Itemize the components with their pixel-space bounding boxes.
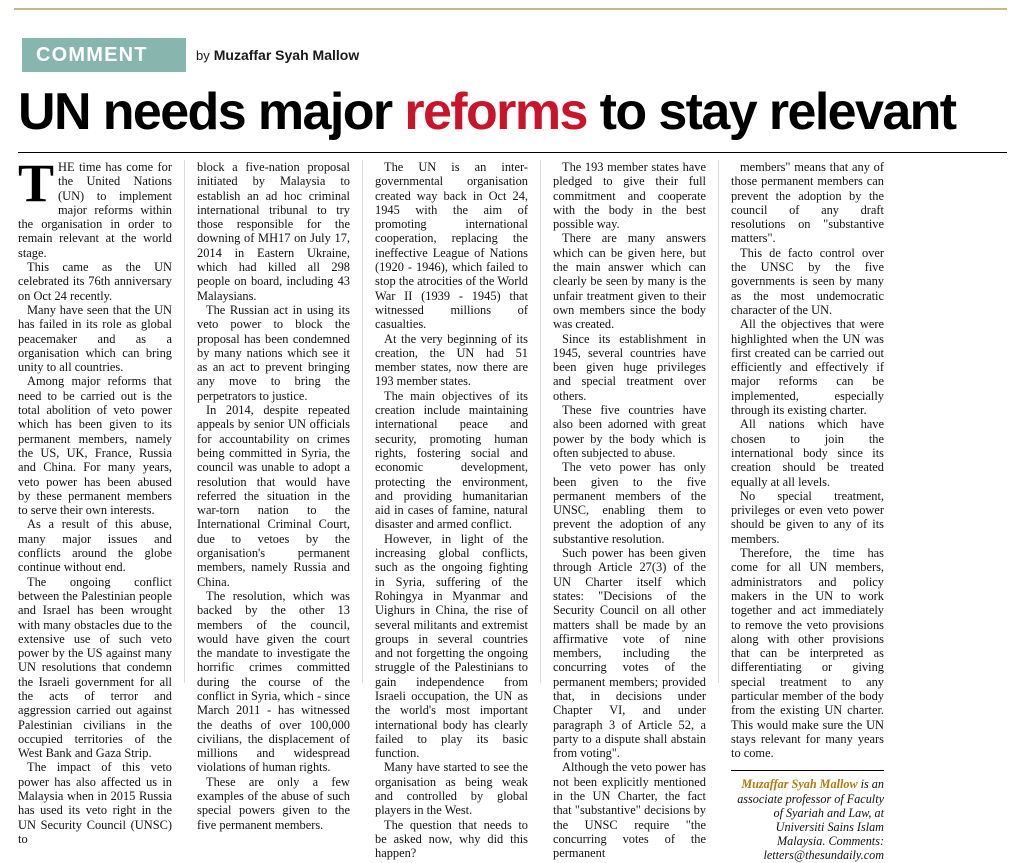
paragraph: The ongoing conflict between the Palestinian people and Israel has been wrought with many obstacles due to the extensive use of such veto power by the US against many UN resolutions that condemn the Israeli government for all the acts of terror and aggression carried out against Palestinian civilians in the occupied territories of the West Bank and Gaza Strip. (18, 574, 172, 761)
section-flag (22, 38, 186, 72)
bio-rule (731, 770, 884, 771)
paragraph: The 193 member states have pledged to give their full commitment and cooperate with the body in the best possible way. (553, 160, 706, 232)
paragraph: The main objectives of its creation include maintaining international peace and security, promoting human rights, fostering social and economic development, protecting the environment, and providing humanitarian aid in cases of famine, natural disaster and armed conflict. (375, 388, 528, 532)
byline-prefix: by (196, 47, 210, 63)
paragraph: Among major reforms that need to be carried out is the total abolition of veto power which has been given to its permanent members, namely the US, UK, France, Russia and China. For many years, veto power has been abused by these permanent members to serve their own interests. (18, 374, 172, 518)
paragraph: The Russian act in using its veto power to block the proposal has been condemned by many nations which see it as an act to prevent bringing any move to bring the perpetrators to justice. (197, 302, 350, 403)
article-column-1 (18, 153, 184, 846)
headline-accent: reforms (404, 83, 587, 141)
paragraph: At the very beginning of its creation, the UN had 51 member states, now there are 193 member states. (375, 331, 528, 389)
headline-part-1: UN needs major (18, 83, 405, 141)
byline (186, 38, 359, 72)
paragraph: In 2014, despite repeated appeals by senior UN officials for accountability on crimes being committed in Syria, the council was unable to adopt a resolution that would have referred the situation in the war-torn nation to the International Criminal Court, due to vetoes by the organisation's permanent members, namely Russia and China. (197, 403, 350, 589)
article-body (18, 153, 1007, 863)
paragraph: The veto power has only been given to the five permanent members of the UNSC, enabling them to prevent the adoption of any substantive resolution. (553, 460, 706, 546)
page-title (18, 84, 1007, 140)
paragraph: Such power has been given through Article 27(3) of the UN Charter itself which states: "Decisions of the Security Council on all other matters shall be made by an affirmative vote of nine members, including the concurring votes of the permanent members; provided that, in decisions under Chapter VI, and under paragraph 3 of Article 52, a party to a dispute shall abstain from voting". (553, 546, 706, 761)
headline-part-2: to stay relevant (586, 83, 956, 141)
article-column-5 (718, 160, 896, 863)
section-label: COMMENT (36, 43, 148, 66)
paragraph: These five countries have also been adorned with great power by the body which is often subjected to abuse. (553, 403, 706, 460)
paragraph: All nations which have chosen to join the international body since its creation should be treated equally at all levels. (731, 417, 884, 489)
paragraph: These are only a few examples of the abuse of such special powers given to the five permanent members. (197, 774, 350, 832)
paragraph: There are many answers which can be given here, but the main answer which can clearly be seen by many is the unfair treatment given to their own members since the body was created. (553, 231, 706, 332)
byline-author: Muzaffar Syah Mallow (213, 47, 360, 63)
paragraph: Therefore, the time has come for all UN members, administrators and policy makers in the UN to work together and act immediately to remove the veto provisions along with other provisions that can be interpreted as differentiating or giving special treatment to any particular member of the body from the existing UN charter. This would make sure the UN stays relevant for many years to come. (731, 546, 884, 761)
paragraph: All the objectives that were highlighted when the UN was first created can be carried out efficiently and effectively if major reforms can be implemented, especially through its existing charter. (731, 317, 884, 418)
paragraph (18, 153, 172, 260)
article-column-3 (362, 160, 540, 861)
top-rule (14, 8, 1007, 10)
paragraph: This de facto control over the UNSC by the five governments is seen by many as the most undemocratic character of the UN. (731, 245, 884, 317)
section-header (22, 38, 1007, 72)
paragraph: This came as the UN celebrated its 76th anniversary on Oct 24 recently. (18, 260, 172, 303)
paragraph: The question that needs to be asked now, why did this happen? (375, 817, 528, 861)
paragraph: No special treatment, privileges or even veto power should be given to any of its members. (731, 488, 884, 546)
bio-text: is an associate professor of Faculty of Syariah and Law, at Universiti Sains Islam Malaysia. Comments: letters@thesundaily.com (737, 777, 884, 863)
paragraph: block a five-nation proposal initiated by Malaysia to establish an ad hoc criminal international tribunal to try those responsible for the downing of MH17 on July 17, 2014 in Eastern Ukraine, which had killed all 298 people on board, including 43 Malaysians. (197, 160, 350, 303)
paragraph: Although the veto power has not been explicitly mentioned in the UN Charter, the fact that "substantive" decisions by the UNSC require "the concurring votes of the permanent (553, 760, 706, 861)
paragraph: The impact of this veto power has also affected us in Malaysia when in 2015 Russia has used its veto right in the UN Security Council (UNSC) to (18, 760, 172, 846)
paragraph: The UN is an inter-governmental organisation created way back in Oct 24, 1945 with the aim of promoting international cooperation, replacing the ineffective League of Nations (1920 - 1946), which failed to stop the atrocities of the World War II (1939 - 1945) that witnessed millions of casualties. (375, 160, 528, 332)
article-column-2 (184, 160, 362, 832)
drop-cap: T (18, 153, 55, 213)
paragraph: members" means that any of those permanent members can prevent the adoption by the council of any draft resolutions on "substantive matters". (731, 160, 884, 246)
paragraph: As a result of this abuse, many major issues and conflicts around the globe continue without end. (18, 517, 172, 575)
paragraph: The resolution, which was backed by the other 13 members of the council, would have given the court the mandate to investigate the horrific crimes committed during the course of the conflict in Syria, which - since March 2011 - has witnessed the deaths of over 100,000 civilians, the displacement of millions and widespread violations of human rights. (197, 588, 350, 775)
article-column-4 (540, 160, 718, 861)
headline-rule (18, 152, 1007, 153)
paragraph: Since its establishment in 1945, several countries have been given huge privileges and special treatment over others. (553, 331, 706, 403)
paragraph: Many have seen that the UN has failed in its role as global peacemaker and as a organisation which can bring unity to all countries. (18, 302, 172, 375)
paragraph: However, in light of the increasing global conflicts, such as the ongoing fighting in Syria, suffering of the Rohingya in Myanmar and Uighurs in China, the rise of several militants and extremist groups in several countries and not forgetting the ongoing struggle of the Palestinians to gain independence from Israeli occupation, the UN as the world's most important international body has clearly failed to play its basic function. (375, 531, 528, 761)
paragraph-text: HE time has come for the United Nations (UN) to implement major reforms within the organisation in order to remain relevant at the world stage. (18, 160, 172, 260)
bio-author-name: Muzaffar Syah Mallow (741, 777, 858, 792)
paragraph: Many have started to see the organisation as being weak and controlled by global players in the West. (375, 760, 528, 818)
author-bio (731, 770, 884, 862)
